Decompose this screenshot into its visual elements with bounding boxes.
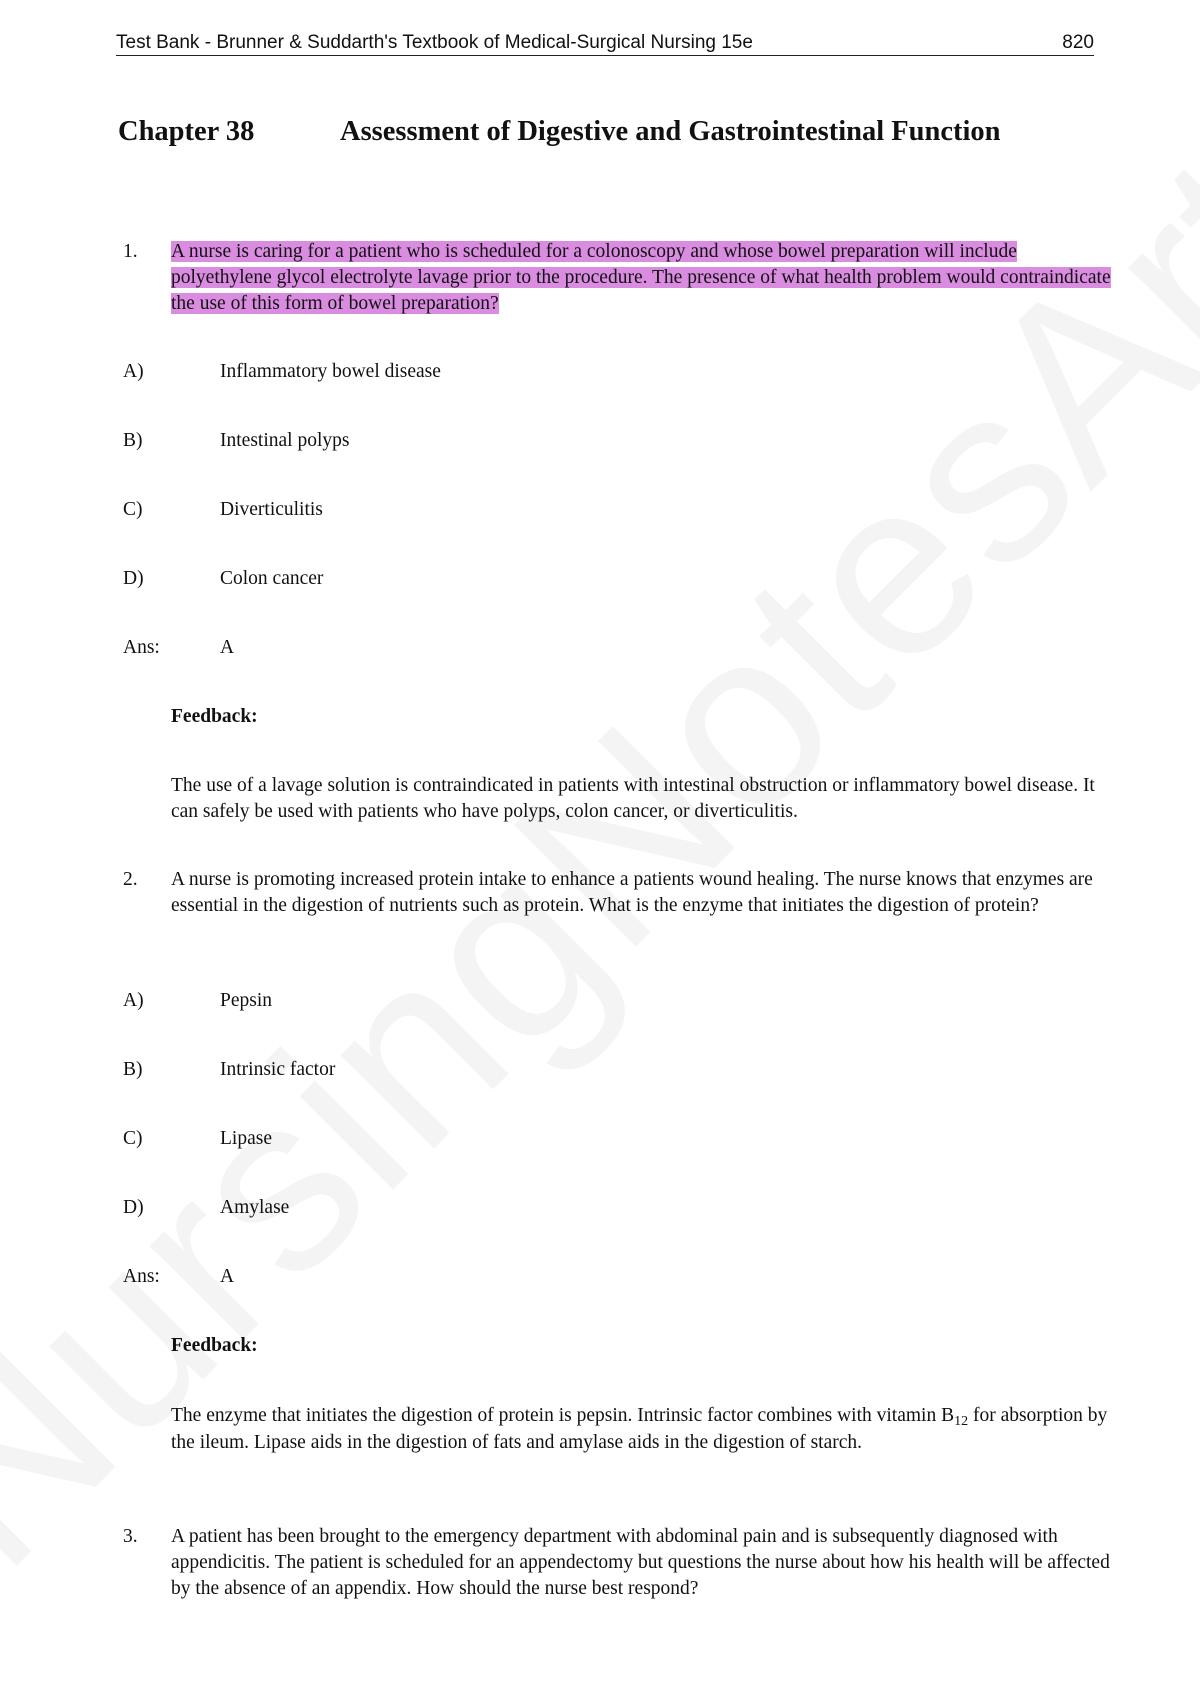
question-text bbox=[171, 239, 1116, 317]
question-text: A nurse is promoting increased protein intake to enhance a patients wound healing. The nurse knows that enzymes are essential in the digestion of nutrients such as protein. What is the enzyme that initiates the digestion of protein? bbox=[171, 869, 1093, 916]
subscript: 12 bbox=[954, 1414, 969, 1429]
option-label: C) bbox=[123, 499, 143, 520]
question-text: A patient has been brought to the emergency department with abdominal pain and is subsequently diagnosed with appendicitis. The patient is scheduled for an appendectomy but questions the nurse about how his health will be affected by the absence of an appendix. How should the nurse best respond? bbox=[171, 1526, 1110, 1599]
option-text: Intrinsic factor bbox=[220, 1059, 336, 1080]
running-header bbox=[116, 33, 1094, 56]
option-label: C) bbox=[123, 1128, 143, 1149]
header-title: Test Bank - Brunner & Suddarth's Textbook of Medical-Surgical Nursing 15e bbox=[116, 32, 753, 53]
option-label: D) bbox=[123, 1197, 144, 1218]
answer-value: A bbox=[220, 637, 235, 658]
answer-label: Ans: bbox=[123, 1266, 160, 1287]
watermark bbox=[0, 100, 1200, 1621]
option-label: B) bbox=[123, 430, 143, 451]
question-number: 3. bbox=[123, 1526, 138, 1547]
answer-label: Ans: bbox=[123, 637, 160, 658]
feedback-label: Feedback: bbox=[171, 1335, 258, 1356]
option-text: Inflammatory bowel disease bbox=[220, 361, 441, 382]
feedback-text: The use of a lavage solution is contraindicated in patients with intestinal obstruction or inflammatory bowel disease. It can safely be used with patients who have polyps, colon cancer, or diverticulitis. bbox=[171, 775, 1095, 822]
question-number: 1. bbox=[123, 241, 138, 262]
answer-value: A bbox=[220, 1266, 235, 1287]
feedback-text-part: for absorption by the ileum. Lipase aids in the digestion of fats and amylase aids in the digestion of starch. bbox=[171, 1405, 1108, 1453]
chapter-title: Assessment of Digestive and Gastrointestinal Function bbox=[340, 116, 1001, 147]
option-text: Lipase bbox=[220, 1128, 272, 1149]
option-label: A) bbox=[123, 990, 144, 1011]
highlighted-question-text: A nurse is caring for a patient who is scheduled for a colonoscopy and whose bowel preparation will include polyethylene glycol electrolyte lavage prior to the procedure. The presence of what health problem would contraindicate the use of this form of bowel preparation? bbox=[171, 241, 1111, 314]
feedback-text-part: The enzyme that initiates the digestion of protein is pepsin. Intrinsic factor combines with vitamin B bbox=[171, 1405, 955, 1426]
feedback-text bbox=[171, 1402, 1116, 1456]
option-label: D) bbox=[123, 568, 144, 589]
option-text: Diverticulitis bbox=[220, 499, 323, 520]
option-text: Pepsin bbox=[220, 990, 273, 1011]
chapter-number: Chapter 38 bbox=[118, 116, 255, 147]
question-number: 2. bbox=[123, 869, 138, 890]
option-text: Intestinal polyps bbox=[220, 430, 350, 451]
option-label: B) bbox=[123, 1059, 143, 1080]
feedback-label: Feedback: bbox=[171, 706, 258, 727]
option-text: Amylase bbox=[220, 1197, 290, 1218]
header-page-number: 820 bbox=[1062, 32, 1094, 53]
option-text: Colon cancer bbox=[220, 568, 324, 589]
option-label: A) bbox=[123, 361, 144, 382]
